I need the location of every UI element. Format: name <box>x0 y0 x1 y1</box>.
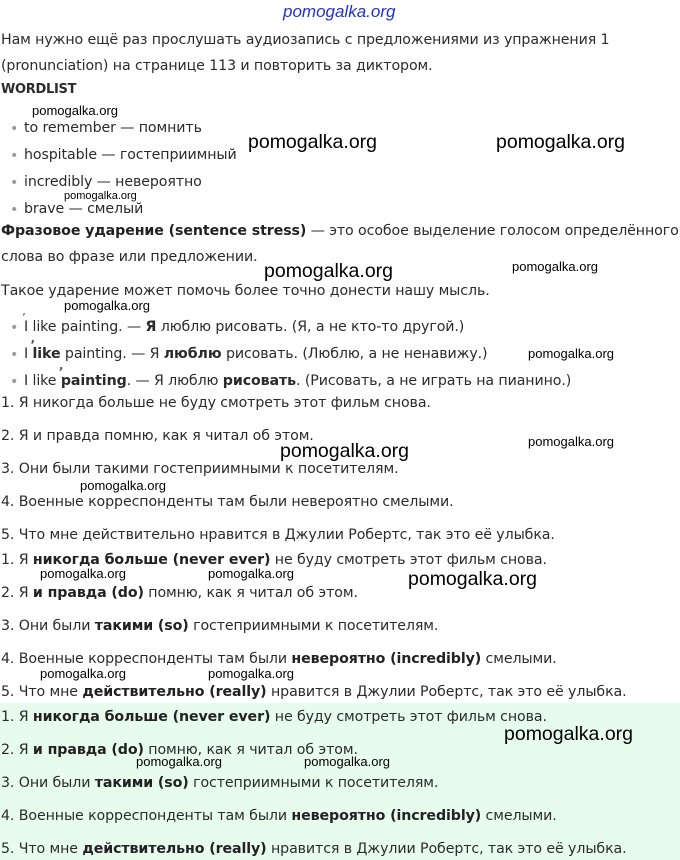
bullet-icon: • <box>10 374 19 390</box>
answer-3: 3. Они были такими (so) гостеприимными к посетителям. <box>1 775 439 791</box>
sentence-stressed-5: 5. Что мне действительно (really) нравится в Джулии Робертс, так это её улыбка. <box>1 684 627 700</box>
sentence-plain-3: 3. Они были такими гостеприимными к посетителям. <box>1 461 399 477</box>
watermark: pomogalka.org <box>512 259 598 274</box>
watermark: pomogalka.org <box>40 666 126 681</box>
sentence-plain-2: 2. Я и правда помню, как я читал об этом. <box>1 428 314 444</box>
watermark: pomogalka.org <box>64 190 137 202</box>
watermark: pomogalka.org <box>40 566 126 581</box>
watermark: pomogalka.org <box>496 131 625 153</box>
intro-line-1: Нам нужно ещё раз прослушать аудиозапись с предложениями из упражнения 1 <box>1 32 610 48</box>
watermark: pomogalka.org <box>208 666 294 681</box>
wordlist-item: brave — смелый <box>24 201 144 217</box>
wordlist-title: WORDLIST <box>1 82 77 97</box>
watermark: pomogalka.org <box>528 346 614 361</box>
watermark: pomogalka.org <box>304 754 390 769</box>
watermark: pomogalka.org <box>32 103 118 118</box>
watermark: pomogalka.org <box>264 260 393 282</box>
watermark: pomogalka.org <box>208 566 294 581</box>
stress-example-1: ’ I like painting. — Я люблю рисовать. (Я, а не кто-то другой.) <box>24 317 464 337</box>
sentence-stressed-2: 2. Я и правда (do) помню, как я читал об этом. <box>1 585 358 601</box>
watermark: pomogalka.org <box>136 754 222 769</box>
stress-definition: Фразовое ударение (sentence stress) — это особое выделение голосом определённого <box>1 223 679 239</box>
bullet-icon: • <box>10 320 19 336</box>
watermark: pomogalka.org <box>280 440 409 462</box>
watermark: pomogalka.org <box>64 298 150 313</box>
answer-5: 5. Что мне действительно (really) нравится в Джулии Робертс, так это её улыбка. <box>1 841 627 857</box>
watermark: pomogalka.org <box>504 723 633 745</box>
sentence-stressed-3: 3. Они были такими (so) гостеприимными к посетителям. <box>1 618 439 634</box>
stress-example-2: I ’ like painting. — Я люблю рисовать. (Люблю, а не ненавижу.) <box>24 344 487 364</box>
wordlist-item: to remember — помнить <box>24 120 202 136</box>
watermark: pomogalka.org <box>528 434 614 449</box>
stress-note: Такое ударение может помочь более точно донести нашу мысль. <box>1 283 490 299</box>
stress-term: Фразовое ударение (sentence stress) <box>1 223 307 239</box>
site-watermark-top: pomogalka.org <box>283 2 396 21</box>
stress-example-3: I like ’ painting. — Я люблю рисовать. (Рисовать, а не играть на пианино.) <box>24 371 571 391</box>
intro-line-2: (pronunciation) на странице 113 и повторить за диктором. <box>1 58 433 74</box>
watermark: pomogalka.org <box>80 478 166 493</box>
bullet-icon: • <box>10 202 19 218</box>
bullet-icon: • <box>10 148 19 164</box>
sentence-stressed-1: 1. Я никогда больше (never ever) не буду смотреть этот фильм снова. <box>1 552 547 568</box>
answer-2: 2. Я и правда (do) помню, как я читал об этом. <box>1 742 358 758</box>
wordlist-item: incredibly — невероятно <box>24 174 202 190</box>
watermark: pomogalka.org <box>248 131 377 153</box>
sentence-plain-5: 5. Что мне действительно нравится в Джулии Робертс, так это её улыбка. <box>1 527 555 543</box>
bullet-icon: • <box>10 175 19 191</box>
answer-4: 4. Военные корреспонденты там были невероятно (incredibly) смелыми. <box>1 808 557 824</box>
answer-1: 1. Я никогда больше (never ever) не буду смотреть этот фильм снова. <box>1 709 547 725</box>
sentence-plain-4: 4. Военные корреспонденты там были невероятно смелыми. <box>1 494 454 510</box>
bullet-icon: • <box>10 347 19 363</box>
watermark: pomogalka.org <box>408 568 537 590</box>
stress-definition-line-2: слова во фразе или предложении. <box>1 249 258 265</box>
bullet-icon: • <box>10 121 19 137</box>
wordlist-item: hospitable — гостеприимный <box>24 147 237 163</box>
sentence-stressed-4: 4. Военные корреспонденты там были невероятно (incredibly) смелыми. <box>1 651 557 667</box>
sentence-plain-1: 1. Я никогда больше не буду смотреть этот фильм снова. <box>1 395 431 411</box>
